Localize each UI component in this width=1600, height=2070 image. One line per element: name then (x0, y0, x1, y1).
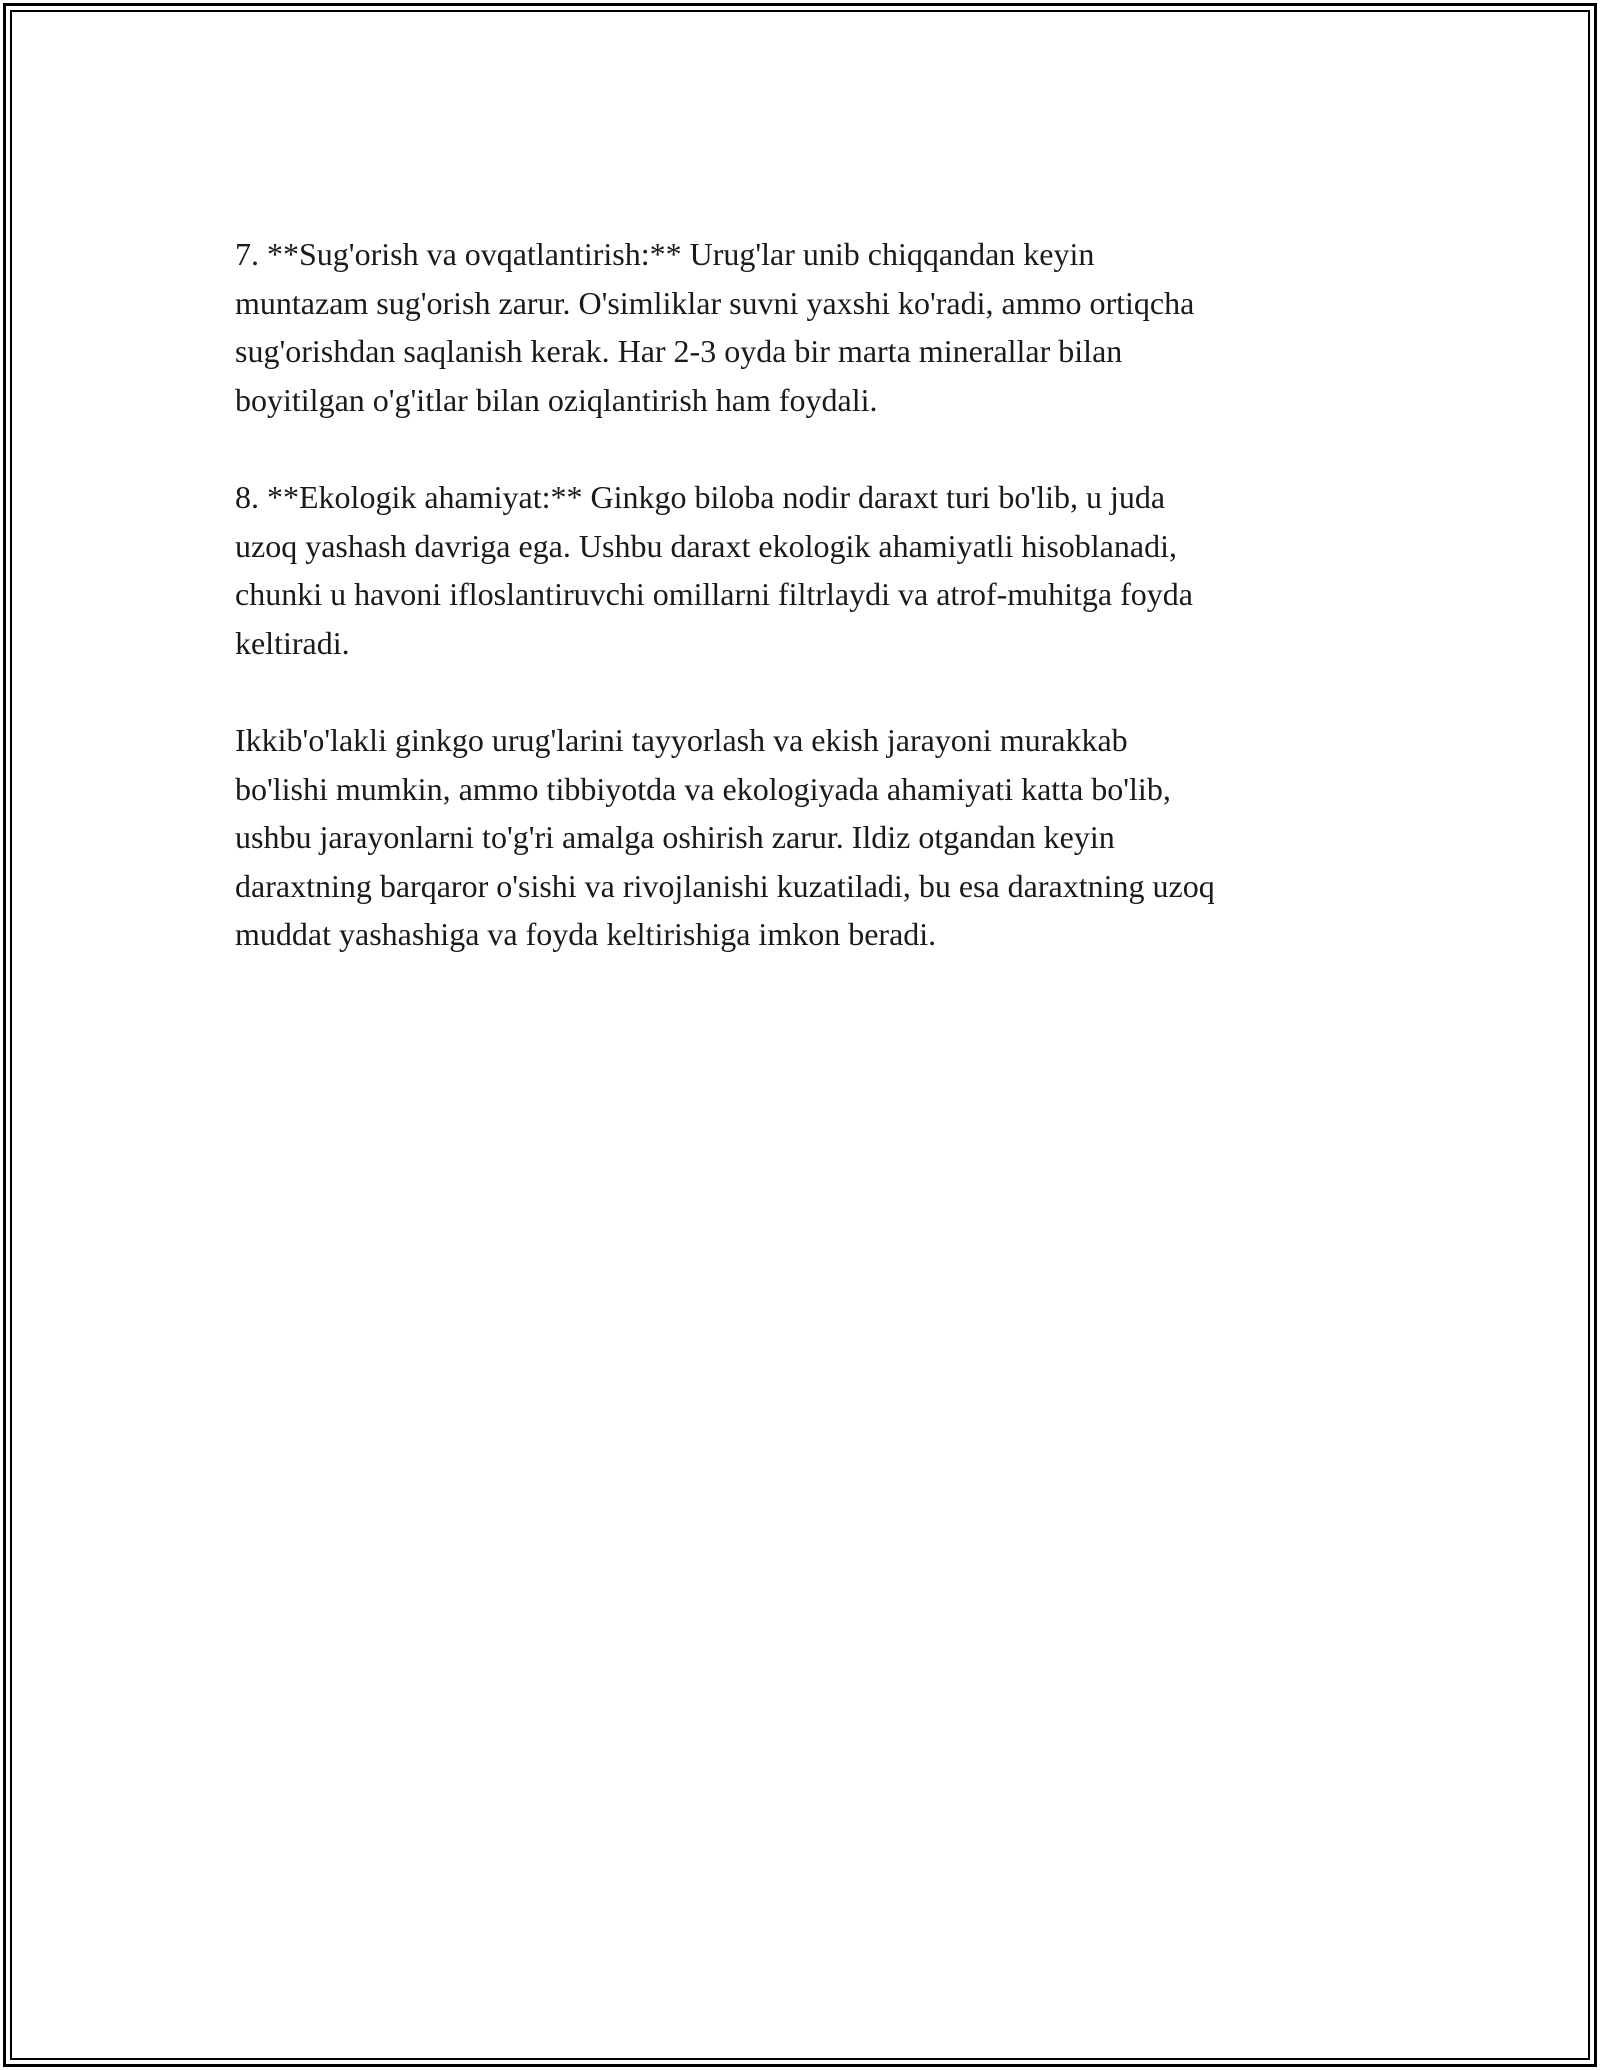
text-line: 7. **Sug'orish va ovqatlantirish:** Urug'lar unib chiqqandan keyin (235, 236, 1095, 272)
text-line: bo'lishi mumkin, ammo tibbiyotda va ekologiyada ahamiyati katta bo'lib, (235, 770, 1171, 807)
paragraph-irrigation (235, 230, 1375, 424)
text-line: daraxtning barqaror o'sishi va rivojlanishi kuzatiladi, bu esa daraxtning uzoq (235, 867, 1215, 904)
text-line: Ikkib'o'lakli ginkgo urug'larini tayyorlash va ekish jarayoni murakkab (235, 721, 1128, 758)
paragraph-ecology (235, 473, 1375, 667)
text-line: keltiradi. (235, 624, 350, 661)
paragraph-conclusion (235, 716, 1375, 959)
text-line: muddat yashashiga va foyda keltirishiga imkon beradi. (235, 916, 937, 953)
text-line: sug'orishdan saqlanish kerak. Har 2-3 oyda bir marta minerallar bilan (235, 333, 1123, 370)
text-line: 8. **Ekologik ahamiyat:** Ginkgo biloba nodir daraxt turi bo'lib, u juda (235, 478, 1166, 515)
text-line: muntazam sug'orish zarur. O'simliklar suvni yaxshi ko'radi, ammo ortiqcha (235, 284, 1195, 321)
text-line: uzoq yashash davriga ega. Ushbu daraxt ekologik ahamiyatli hisoblanadi, (235, 527, 1177, 564)
document-body (235, 230, 1375, 1008)
text-line: ushbu jarayonlarni to'g'ri amalga oshirish zarur. Ildiz otgandan keyin (235, 819, 1115, 856)
text-line: chunki u havoni ifloslantiruvchi omillarni filtrlaydi va atrof-muhitga foyda (235, 576, 1193, 613)
text-line: boyitilgan o'g'itlar bilan oziqlantirish ham foydali. (235, 381, 878, 418)
